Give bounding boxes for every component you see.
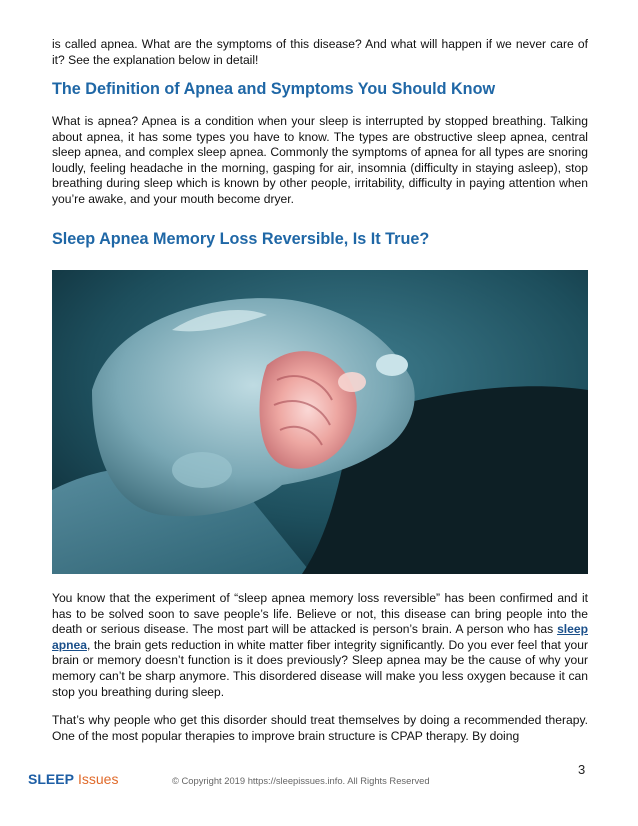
memory-loss-paragraph bbox=[52, 591, 588, 700]
section-heading-memory-loss: Sleep Apnea Memory Loss Reversible, Is It True? bbox=[52, 230, 430, 248]
page-number: 3 bbox=[578, 762, 586, 777]
memory-loss-text-part2: , the brain gets reduction in white matter fiber integrity significantly. Do you ever feel that your brain or memory doesn’t function is it does previously? Sleep apnea may be the cause of why your memory can’t be sharp anymore. This disordered disease will make you less oxygen because it can stop you breathing during sleep. bbox=[52, 637, 588, 699]
svg-text:SLEEP: SLEEP bbox=[28, 771, 74, 787]
therapy-paragraph: That’s why people who get this disorder should treat themselves by doing a recommended therapy. One of the most popular therapies to improve brain structure is CPAP therapy. By doing bbox=[52, 713, 588, 743]
section-heading-definition: The Definition of Apnea and Symptoms You Should Know bbox=[52, 80, 496, 98]
memory-loss-text-part1: You know that the experiment of “sleep apnea memory loss reversible” has been confirmed and it has to be solved soon to save people’s life. Believe or not, this disease can bring people into the death or serious disease. The most part will be attacked is person’s brain. A person who has bbox=[52, 591, 588, 637]
sleep-apnea-illustration bbox=[52, 270, 588, 574]
definition-paragraph: What is apnea? Apnea is a condition when your sleep is interrupted by stopped breathing. Talking about apnea, it has some types you have to know. The types are obstructive sleep apnea, central sleep apnea, and complex sleep apnea. Commonly the symptoms of apnea for all types are snoring loudly, feeling headache in the morning, gasping for air, insomnia (difficulty in staying asleep), stop breathing during sleep which is known by other people, irritability, difficulty in paying attention when you’re awake, and your mouth become dryer. bbox=[52, 114, 588, 206]
sleep-apnea-link[interactable]: sleep apnea bbox=[52, 622, 588, 652]
intro-paragraph: is called apnea. What are the symptoms of this disease? And what will happen if we never care of it? See the explanation below in detail! bbox=[52, 37, 588, 67]
svg-text:Issues: Issues bbox=[78, 771, 119, 787]
sleep-issues-logo bbox=[28, 767, 128, 793]
copyright-text: © Copyright 2019 https://sleepissues.info. All Rights Reserved bbox=[172, 775, 430, 786]
